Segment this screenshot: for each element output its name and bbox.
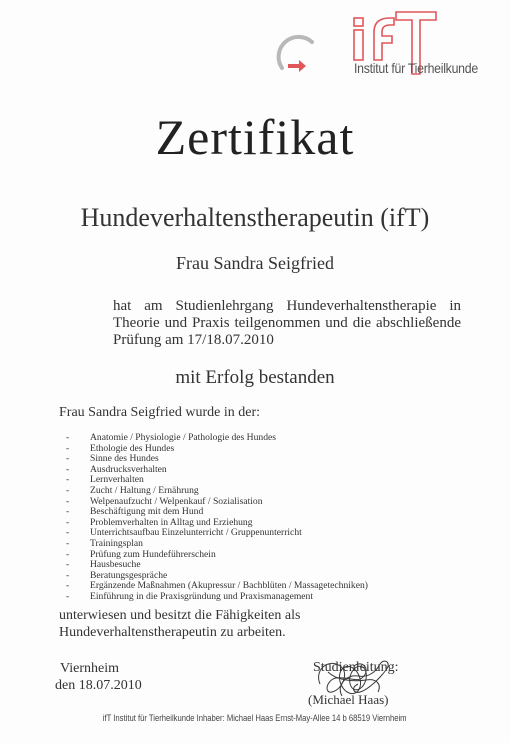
list-item: - Hausbesuche: [66, 560, 368, 571]
list-item: - Zucht / Haltung / Ernährung: [66, 486, 368, 497]
list-item: - Prüfung zum Hundeführerschein: [66, 550, 368, 561]
list-item: - Beratungsgespräche: [66, 571, 368, 582]
certificate-title: Zertifikat: [155, 109, 355, 165]
list-item: - Beschäftigung mit dem Hund: [66, 507, 368, 518]
list-item: - Anatomie / Physiologie / Pathologie des Hundes: [66, 433, 368, 444]
signer-name: (Michael Haas): [308, 692, 389, 707]
logo-mark-icon: [268, 8, 506, 88]
list-item: - Unterrichtsaufbau Einzelunterricht / Gruppenunterricht: [66, 528, 368, 539]
subject-list: [66, 433, 368, 603]
list-item: - Lernverhalten: [66, 475, 368, 486]
list-item: - Ausdrucksverhalten: [66, 465, 368, 476]
institute-logo: [268, 8, 506, 88]
recipient-name: Frau Sandra Seigfried: [176, 253, 334, 273]
trained-intro: Frau Sandra Seigfried wurde in der:: [59, 405, 260, 420]
signature-label: Studienleitung:: [313, 660, 399, 675]
statement-text: hat am Studienlehrgang Hundeverhaltenstherapie in Theorie und Praxis teilgenommen und die abschließende Prüfung am 17/18.07.2010: [113, 298, 461, 348]
institute-name: Institut für Tierheilkunde: [354, 60, 478, 76]
list-item: - Sinne des Hundes: [66, 454, 368, 465]
list-item: - Ethologie des Hundes: [66, 444, 368, 455]
list-item: - Ergänzende Maßnahmen (Akupressur / Bachblüten / Massagetechniken): [66, 581, 368, 592]
certificate-subtitle: Hundeverhaltenstherapeutin (ifT): [80, 203, 430, 232]
closing-text: [59, 607, 300, 641]
list-item: - Trainingsplan: [66, 539, 368, 550]
footer-text: ifT Institut für Tierheilkunde Inhaber: Michael Haas Ernst-May-Allee 14 b 68519 Viernheim: [103, 713, 407, 723]
list-item: - Welpenaufzucht / Welpenkauf / Sozialisation: [66, 497, 368, 508]
list-item: - Einführung in die Praxisgründung und Praxismanagement: [66, 592, 368, 603]
list-item: - Problemverhalten in Alltag und Erziehung: [66, 518, 368, 529]
closing-line: unterwiesen und besitzt die Fähigkeiten als: [59, 608, 301, 623]
closing-line: Hundeverhaltenstherapeutin zu arbeiten.: [59, 625, 286, 640]
footer-address: [0, 713, 510, 723]
result-text: mit Erfolg bestanden: [175, 367, 335, 388]
issue-date: den 18.07.2010: [55, 678, 142, 693]
issue-place: Viernheim: [60, 661, 120, 676]
